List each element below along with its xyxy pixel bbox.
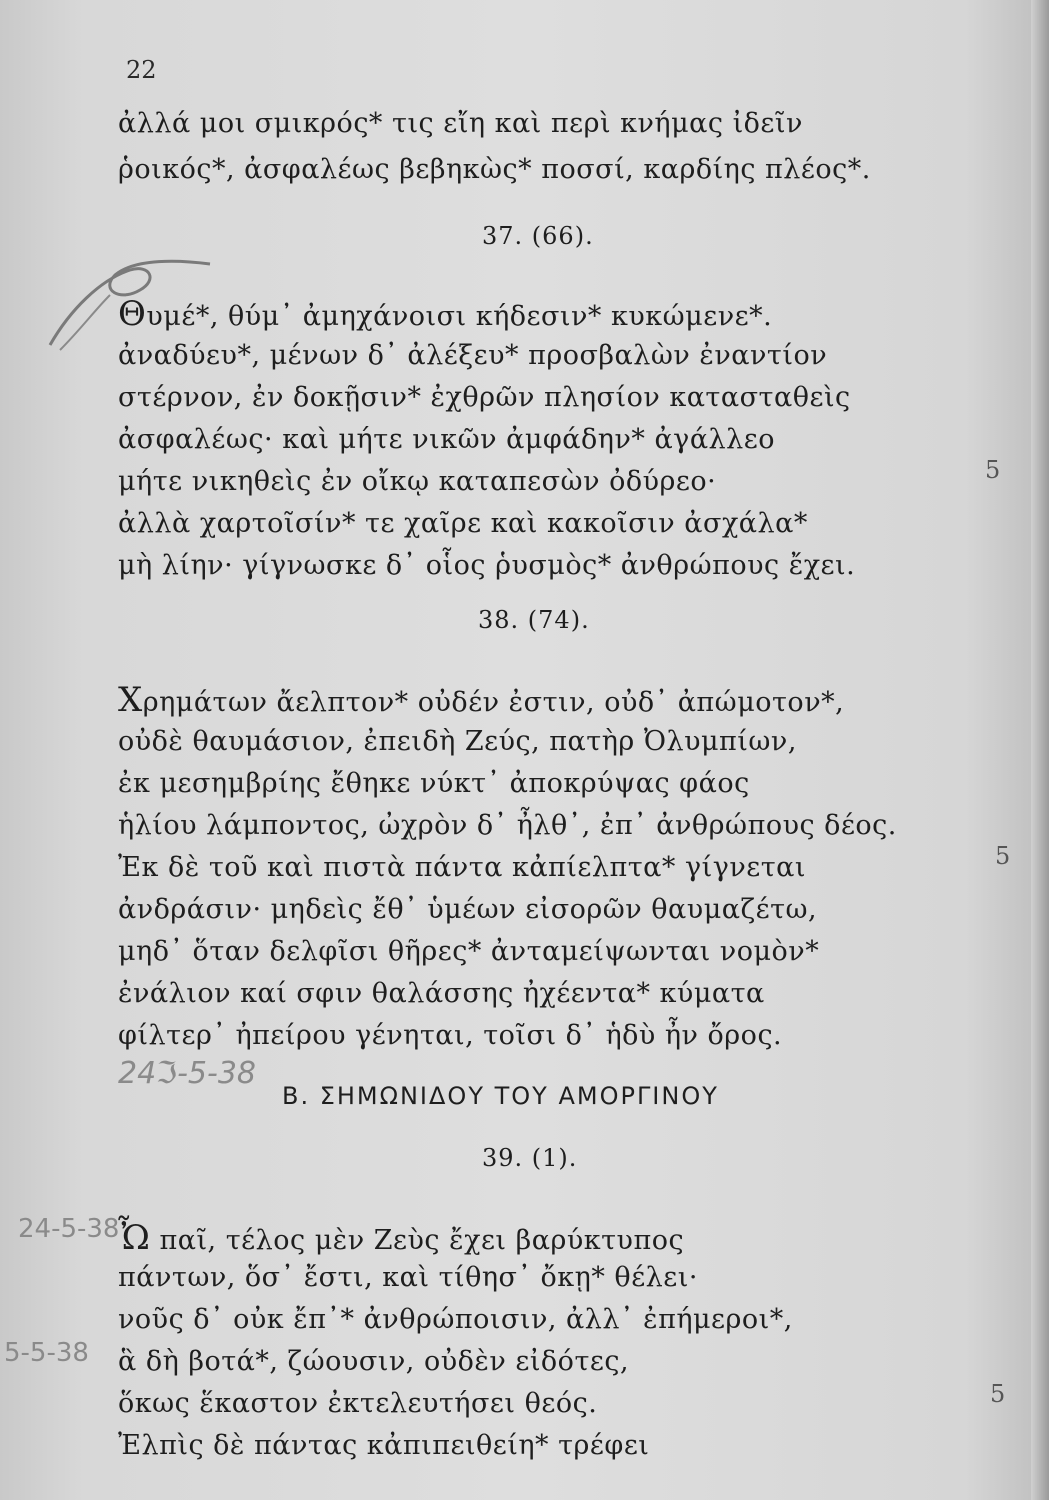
verse-line: Ἐκ δὲ τοῦ καὶ πιστὰ πάντα κἀπίελπτα* γίγνεται <box>118 852 806 883</box>
verse-line: ἐκ μεσημβρίης ἔθηκε νύκτ᾽ ἀποκρύψας φάος <box>118 768 750 799</box>
page-number: 22 <box>126 56 157 84</box>
line-number-marker: 5 <box>985 456 1001 484</box>
line-number-marker: 5 <box>990 1380 1006 1408</box>
poem-heading: 38. (74). <box>478 606 590 634</box>
verse-line <box>118 1218 684 1258</box>
verse-line: ὅκως ἕκαστον ἐκτελευτήσει θεός. <box>118 1388 598 1419</box>
poem-heading: 39. (1). <box>482 1144 578 1172</box>
verse-line: ἀλλὰ χαρτοῖσίν* τε χαῖρε καὶ κακοῖσιν ἀσχάλα* <box>118 508 808 539</box>
verse-line: πάντων, ὅσ᾽ ἔστι, καὶ τίθησ᾽ ὄκῃ* θέλει· <box>118 1262 698 1293</box>
verse-line: ῥοικός*, ἀσφαλέως βεβηκὼς* ποσσί, καρδίης πλέος*. <box>118 154 871 185</box>
drop-initial: Ὦ <box>118 1218 151 1258</box>
verse-line: ἃ δὴ βοτά*, ζώουσιν, οὐδὲν εἰδότες, <box>118 1346 630 1377</box>
handwritten-date-note: 5-5-38 <box>4 1338 89 1368</box>
verse-line: ἀσφαλέως· καὶ μήτε νικῶν ἀμφάδην* ἀγάλλεο <box>118 424 776 455</box>
verse-line: μήτε νικηθεὶς ἐν οἴκῳ καταπεσὼν ὀδύρεο· <box>118 466 717 497</box>
page-edge <box>1031 0 1049 1500</box>
verse-line: Ἐλπὶς δὲ πάντας κἀπιπειθείη* τρέφει <box>118 1430 650 1461</box>
drop-initial: Χ <box>118 680 143 720</box>
verse-line: ἀλλά μοι σμικρός* τις εἴη καὶ περὶ κνήμας ἰδεῖν <box>118 108 803 139</box>
handwritten-scribble <box>40 250 220 360</box>
verse-line <box>118 680 844 720</box>
verse-line: μηδ᾽ ὅταν δελφῖσι θῆρες* ἀνταμείψωνται νομὸν* <box>118 936 820 967</box>
line-number-marker: 5 <box>995 842 1011 870</box>
verse-text: ρημάτων ἄελπτον* οὐδέν ἐστιν, οὐδ᾽ ἀπώμοτον*, <box>142 687 845 718</box>
verse-line: ἀναδύευ*, μένων δ᾽ ἀλέξευ* προσβαλὼν ἐναντίον <box>118 340 828 371</box>
verse-text: παῖ, τέλος μὲν Ζεὺς ἔχει βαρύκτυπος <box>159 1225 685 1256</box>
handwritten-date-note: 24-5-38 <box>18 1214 120 1244</box>
verse-line: ἡλίου λάμποντος, ὠχρὸν δ᾽ ἦλθ᾽, ἐπ᾽ ἀνθρώπους δέος. <box>118 810 897 841</box>
verse-line: ἐνάλιον καί σφιν θαλάσσης ἠχέεντα* κύματα <box>118 978 765 1009</box>
verse-line: νοῦς δ᾽ οὐκ ἔπ᾽* ἀνθρώποισιν, ἀλλ᾽ ἐπήμεροι*, <box>118 1304 793 1335</box>
verse-line: ἀνδράσιν· μηδεὶς ἔθ᾽ ὑμέων εἰσορῶν θαυμαζέτω, <box>118 894 818 925</box>
drop-initial: Θ <box>118 294 147 334</box>
verse-text: υμέ*, θύμ᾽ ἀμηχάνοισι κήδεσιν* κυκώμενε*. <box>146 301 773 332</box>
verse-line: οὐδὲ θαυμάσιον, ἐπειδὴ Ζεύς, πατὴρ Ὀλυμπίων, <box>118 726 797 757</box>
section-title: Β. ΣΗΜΩΝΙΔΟΥ ΤΟΥ ΑΜΟΡΓΙΝΟΥ <box>282 1082 719 1110</box>
handwritten-date-note: 24ℑ-5-38 <box>118 1056 257 1091</box>
verse-line: μὴ λίην· γίγνωσκε δ᾽ οἷος ῥυσμὸς* ἀνθρώπους ἔχει. <box>118 550 856 581</box>
poem-heading: 37. (66). <box>482 222 594 250</box>
verse-line: φίλτερ᾽ ἠπείρου γένηται, τοῖσι δ᾽ ἡδὺ ἦν ὄρος. <box>118 1020 783 1051</box>
verse-line: στέρνον, ἐν δοκῇσιν* ἐχθρῶν πλησίον κατασταθεὶς <box>118 382 851 413</box>
